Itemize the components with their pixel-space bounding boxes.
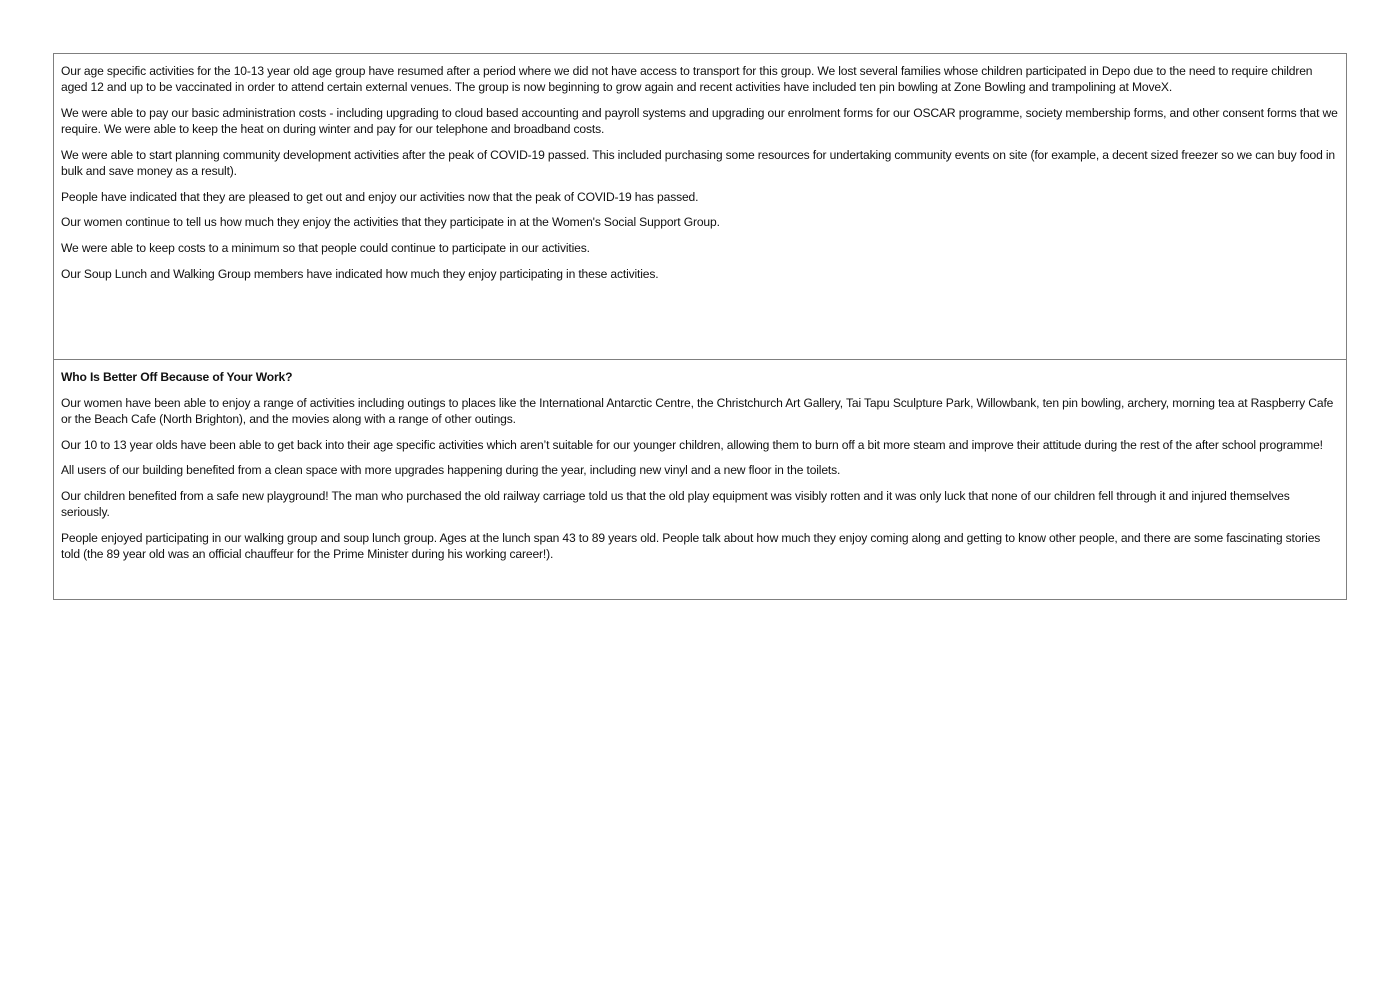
paragraph: All users of our building benefited from a clean space with more upgrades happening during the year, including new vinyl and a new floor in the toilets. [61,463,841,478]
section-heading: Who Is Better Off Because of Your Work? [61,370,293,384]
paragraph: People have indicated that they are pleased to get out and enjoy our activities now that the peak of COVID-19 has passed. [61,189,699,204]
paragraph: Our women continue to tell us how much they enjoy the activities that they participate in at the Women's Social Support Group. [61,215,720,230]
paragraph: We were able to pay our basic administration costs - including upgrading to cloud based accounting and payroll systems and upgrading our enrolment forms for our OSCAR programme, society membership forms, and other consent forms that we require. We were able to keep the heat on during winter and pay for our telephone and broadband costs. [61,105,1338,137]
outcomes-cell [54,54,1346,360]
paragraph: People enjoyed participating in our walking group and soup lunch group. Ages at the lunch span 43 to 89 years old. People talk about how much they enjoy coming along and getting to know other people, and there are some fascinating stories told (the 89 year old was an official chauffeur for the Prime Minister during his working career!). [61,530,1321,562]
paragraph: We were able to keep costs to a minimum so that people could continue to participate in our activities. [61,241,590,256]
paragraph: We were able to start planning community development activities after the peak of COVID-19 passed. This included purchasing some resources for undertaking community events on site (for example, a decent sized freezer so we can buy food in bulk and save money as a result). [61,147,1336,179]
paragraph: Our children benefited from a safe new playground! The man who purchased the old railway carriage told us that the old play equipment was visibly rotten and it was only luck that none of our children fell through it and injured themselves seriously. [61,489,1290,520]
paragraph: Our women have been able to enjoy a range of activities including outings to places like the International Antarctic Centre, the Christchurch Art Gallery, Tai Tapu Sculpture Park, Willowbank, ten pin bowling, archery, morning tea at Raspberry Cafe or the Beach Cafe (North Brighton), and the movies along with a range of other outings. [61,395,1334,426]
paragraph: Our Soup Lunch and Walking Group members have indicated how much they enjoy participating in these activities. [61,266,659,281]
paragraph: Our age specific activities for the 10-13 year old age group have resumed after a period where we did not have access to transport for this group. We lost several families whose children participated in Depo due to the need to require children aged 12 and up to be vaccinated in order to attend certain external venues. The group is now beginning to grow again and recent activities have included ten pin bowling at Zone Bowling and trampolining at MoveX. [61,64,1313,95]
paragraph: Our 10 to 13 year olds have been able to get back into their age specific activities which aren’t suitable for our younger children, allowing them to burn off a bit more steam and improve their attitude during the rest of the after school programme! [61,437,1323,452]
report-table [53,53,1347,600]
better-off-cell [54,360,1346,599]
